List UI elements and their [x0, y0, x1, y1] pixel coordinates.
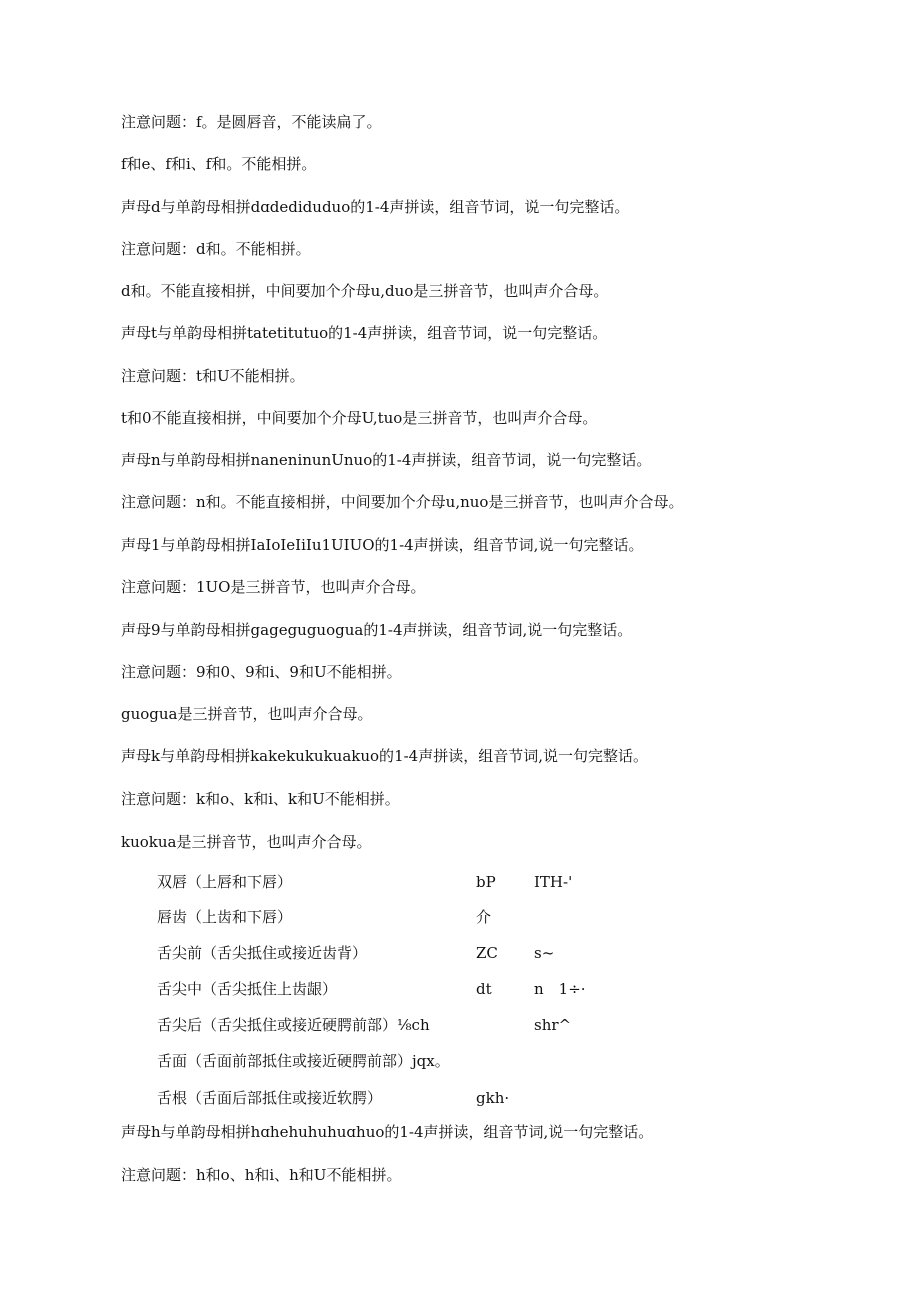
text-line: 声母n与单韵母相拼naneninunUnuo的1-4声拼读，组音节词，说一句完整话。: [121, 451, 652, 469]
text-line: 声母t与单韵母相拼tatetitutuo的1-4声拼读，组音节词，说一句完整话。: [121, 324, 608, 342]
initials-group-a: bP: [476, 873, 496, 891]
initials-group-b: s~: [534, 944, 555, 962]
text-line: 声母9与单韵母相拼gageguguogua的1-4声拼读，组音节词,说一句完整话。: [121, 621, 633, 639]
text-line: f和e、f和i、f和。不能相拼。: [121, 155, 317, 173]
text-line: 声母d与单韵母相拼dɑdediduduo的1-4声拼读，组音节词，说一句完整话。: [121, 198, 630, 216]
place-of-articulation: 舌尖后（舌尖抵住或接近硬腭前部）⅛ch: [157, 1016, 430, 1034]
text-line: 声母k与单韵母相拼kakekukukuakuo的1-4声拼读，组音节词,说一句完整话。: [121, 747, 648, 765]
text-line: 声母h与单韵母相拼hɑhehuhuhuɑhuo的1-4声拼读，组音节词,说一句完整话。: [121, 1123, 654, 1141]
initials-group-b: n 1÷·: [534, 980, 586, 998]
place-of-articulation: 舌尖前（舌尖抵住或接近齿背）: [157, 944, 368, 962]
initials-group-a: dt: [476, 980, 492, 998]
text-line: guogua是三拼音节，也叫声介合母。: [121, 705, 373, 723]
text-line: 注意问题：d和。不能相拼。: [121, 240, 311, 258]
text-line: 注意问题：f。是圆唇音，不能读扁了。: [121, 113, 382, 131]
initials-group-b: ITH-': [534, 873, 573, 891]
text-line: 注意问题：n和。不能直接相拼，中间要加个介母u,nuo是三拼音节，也叫声介合母。: [121, 493, 684, 511]
text-line: 注意问题：h和o、h和i、h和U不能相拼。: [121, 1166, 402, 1184]
initials-group-a: ZC: [476, 944, 498, 962]
text-line: kuokua是三拼音节，也叫声介合母。: [121, 833, 372, 851]
place-of-articulation: 舌尖中（舌尖抵住上齿龈）: [157, 980, 338, 998]
place-of-articulation: 舌面（舌面前部抵住或接近硬腭前部）jqx。: [157, 1052, 450, 1070]
place-of-articulation: 唇齿（上齿和下唇）: [157, 908, 293, 926]
initials-group-a: 介: [476, 908, 492, 926]
text-line: d和。不能直接相拼，中间要加个介母u,duo是三拼音节，也叫声介合母。: [121, 282, 609, 300]
place-of-articulation: 舌根（舌面后部抵住或接近软腭）: [157, 1089, 383, 1107]
text-line: 注意问题：1UO是三拼音节，也叫声介合母。: [121, 578, 426, 596]
text-line: 注意问题：9和0、9和i、9和U不能相拼。: [121, 663, 402, 681]
text-line: 声母1与单韵母相拼IaIoIeIiIu1UIUO的1-4声拼读，组音节词,说一句完整话。: [121, 536, 644, 554]
text-line: 注意问题：k和o、k和i、k和U不能相拼。: [121, 790, 400, 808]
initials-group-a: gkh·: [476, 1089, 510, 1107]
text-line: 注意问题：t和U不能相拼。: [121, 367, 305, 385]
text-line: t和0不能直接相拼，中间要加个介母U,tuo是三拼音节，也叫声介合母。: [121, 409, 598, 427]
initials-group-b: shr^: [534, 1016, 572, 1034]
place-of-articulation: 双唇（上唇和下唇）: [157, 873, 293, 891]
